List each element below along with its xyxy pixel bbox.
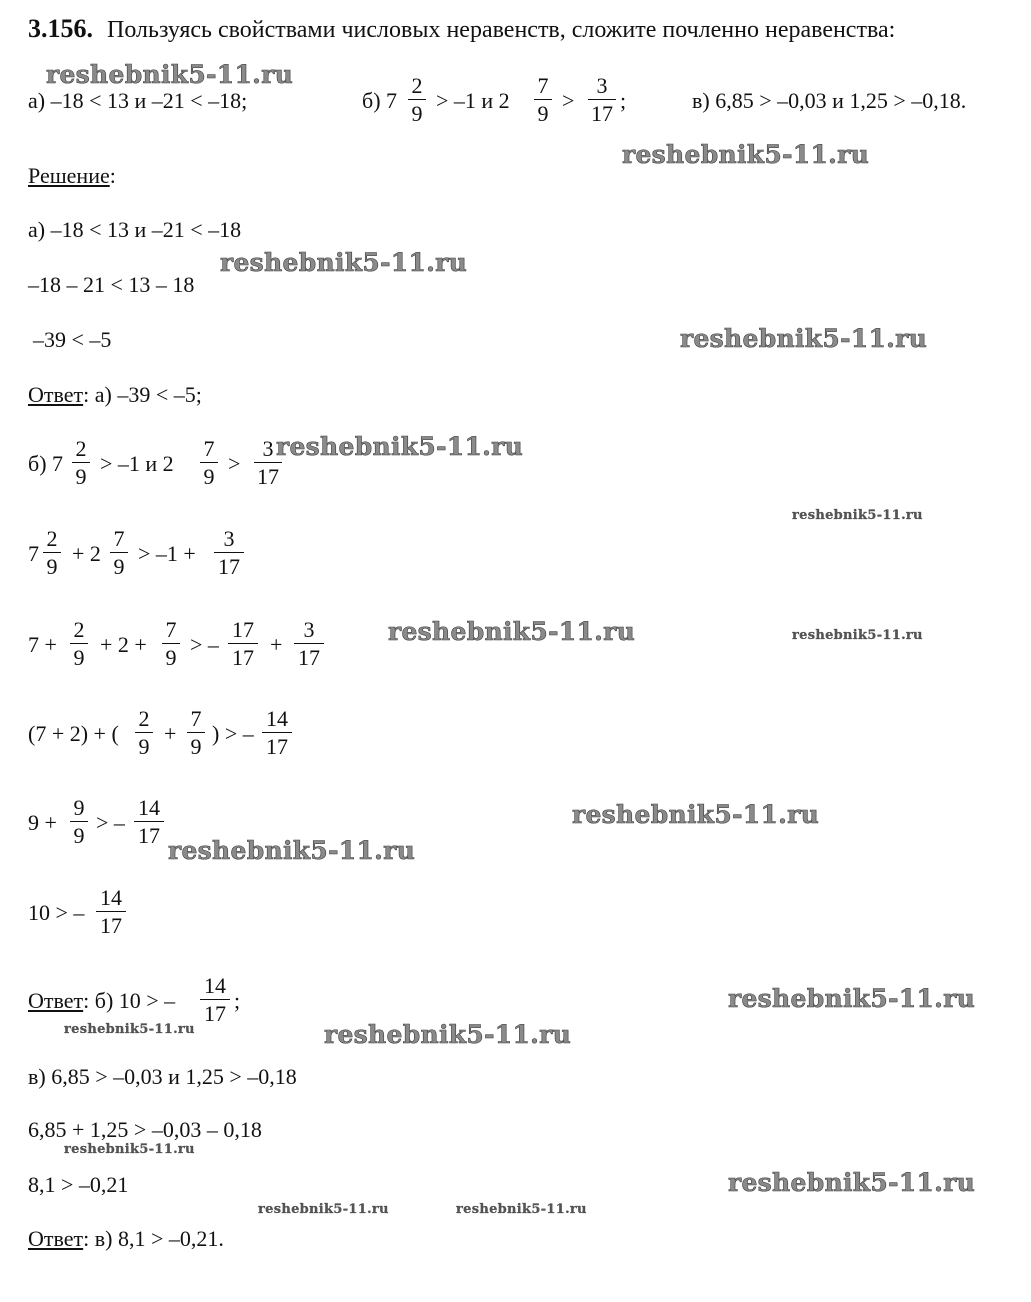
part-c-line-3: 8,1 > –0,21 [28, 1172, 129, 1197]
watermark: reshebnik5-11.ru [388, 617, 636, 646]
watermark: reshebnik5-11.ru [46, 60, 294, 89]
part-b-answer-fraction: 14 17 [200, 974, 230, 1026]
item-b-fraction-3: 3 17 [588, 74, 616, 126]
part-c-answer: Ответ: в) 8,1 > –0,21. [28, 1226, 224, 1251]
part-b-line-3-a: 7 + [28, 632, 57, 657]
part-b-line-2-c: > –1 + [138, 541, 196, 566]
part-a-answer: Ответ: а) –39 < –5; [28, 382, 202, 407]
part-b-line-5-fraction-1: 9 9 [70, 796, 88, 848]
part-b-line-5-a: 9 + [28, 810, 57, 835]
part-b-line-2-fraction-3: 3 17 [214, 527, 244, 579]
part-a-line-1: а) –18 < 13 и –21 < –18 [28, 217, 242, 242]
part-b-line-4-fraction-3: 14 17 [262, 707, 292, 759]
part-b-line-2-b: + 2 [72, 541, 101, 566]
part-b-answer-end: ; [234, 988, 241, 1013]
part-b-line-3-c: > – [190, 632, 219, 657]
solution-heading: Решение: [28, 163, 116, 188]
problem-number: 3.156. [28, 14, 93, 43]
watermark: reshebnik5-11.ru [622, 140, 870, 169]
watermark: reshebnik5-11.ru [728, 1168, 976, 1197]
part-a-line-3: –39 < –5 [33, 327, 112, 352]
watermark: reshebnik5-11.ru [64, 1142, 195, 1157]
watermark: reshebnik5-11.ru [168, 836, 416, 865]
watermark: reshebnik5-11.ru [220, 248, 468, 277]
watermark: reshebnik5-11.ru [728, 984, 976, 1013]
part-b-line-3-d: + [270, 632, 283, 657]
watermark: reshebnik5-11.ru [324, 1020, 572, 1049]
problem-header [28, 14, 895, 45]
part-b-line-3-b: + 2 + [100, 632, 147, 657]
part-b-line-4-b: + [164, 721, 177, 746]
part-b-line-6-a: 10 > – [28, 900, 85, 925]
watermark: reshebnik5-11.ru [792, 628, 923, 643]
part-b-line-3-fraction-2: 7 9 [162, 618, 180, 670]
item-a: а) –18 < 13 и –21 < –18; [28, 88, 248, 113]
part-b-line-3-fraction-4: 3 17 [294, 618, 324, 670]
part-b-line-4-c: ) > – [212, 721, 254, 746]
item-b-fraction-1: 2 9 [408, 74, 426, 126]
watermark: reshebnik5-11.ru [680, 324, 928, 353]
part-b-line-4-a: (7 + 2) + ( [28, 721, 119, 746]
part-b-answer: Ответ: б) 10 > – [28, 988, 176, 1013]
part-b-line-5-fraction-2: 14 17 [134, 796, 164, 848]
item-b-gt: > [562, 88, 575, 113]
part-c-line-2: 6,85 + 1,25 > –0,03 – 0,18 [28, 1117, 262, 1142]
part-b-line-5-b: > – [96, 810, 125, 835]
item-b-end: ; [620, 88, 627, 113]
part-c-line-1: в) 6,85 > –0,03 и 1,25 > –0,18 [28, 1064, 297, 1089]
part-b-line-1-mid: > –1 и 2 [100, 451, 174, 476]
part-b-line-1-gt: > [228, 451, 241, 476]
problem-statement: Пользуясь свойствами числовых неравенств, сложите почленно неравенства: [107, 17, 896, 43]
watermark: reshebnik5-11.ru [258, 1202, 389, 1217]
watermark: reshebnik5-11.ru [456, 1202, 587, 1217]
part-a-line-2: –18 – 21 < 13 – 18 [28, 272, 195, 297]
part-b-line-2-a: 7 [28, 541, 39, 566]
part-b-line-1-start: б) 7 [28, 451, 64, 476]
part-b-line-2-fraction-1: 2 9 [43, 527, 61, 579]
watermark: reshebnik5-11.ru [572, 800, 820, 829]
item-b-mid: > –1 и 2 [436, 88, 510, 113]
part-b-line-4-fraction-2: 7 9 [187, 707, 205, 759]
part-b-line-3-fraction-1: 2 9 [70, 618, 88, 670]
part-b-line-2-fraction-2: 7 9 [110, 527, 128, 579]
item-b-fraction-2: 7 9 [534, 74, 552, 126]
watermark: reshebnik5-11.ru [276, 432, 524, 461]
part-b-line-1-fraction-1: 2 9 [72, 437, 90, 489]
part-b-line-1-fraction-3: 3 17 [254, 437, 282, 489]
part-b-line-3-fraction-3: 17 17 [228, 618, 258, 670]
item-b-start: б) 7 [362, 88, 398, 113]
item-c: в) 6,85 > –0,03 и 1,25 > –0,18. [692, 88, 967, 113]
part-b-line-4-fraction-1: 2 9 [135, 707, 153, 759]
watermark: reshebnik5-11.ru [792, 508, 923, 523]
part-b-line-1-fraction-2: 7 9 [200, 437, 218, 489]
watermark: reshebnik5-11.ru [64, 1022, 195, 1037]
part-b-line-6-fraction-1: 14 17 [96, 886, 126, 938]
